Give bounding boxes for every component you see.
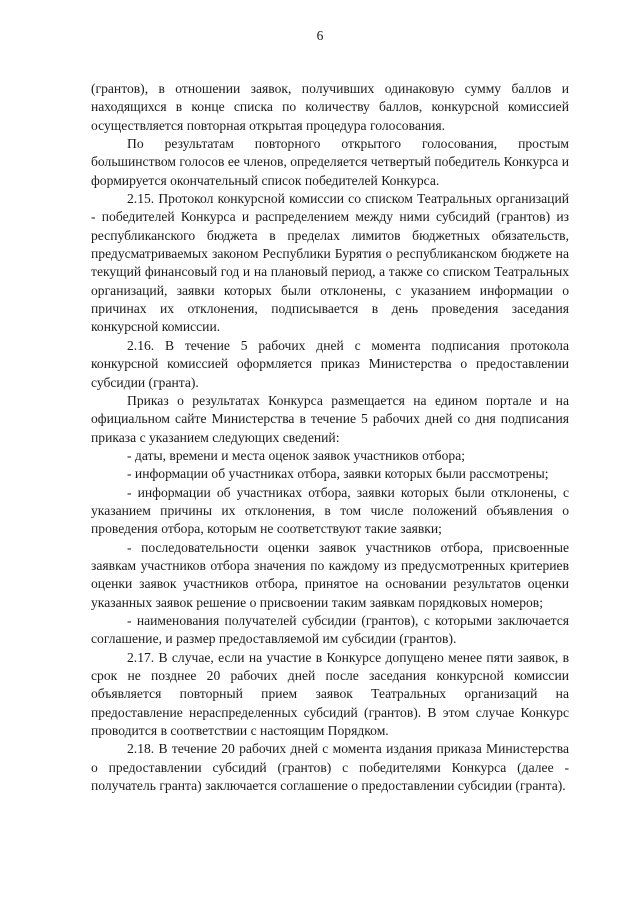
paragraph: (грантов), в отношении заявок, получивших одинаковую сумму баллов и находящихся в конце списка по количеству баллов, конкурсной комиссией осуществляется повторная открытая процедура голосования. bbox=[91, 81, 569, 133]
paragraph-section-2-16: 2.16. В течение 5 рабочих дней с момента подписания протокола конкурсной комиссией оформляется приказ Министерства о предоставлении субсидии (гранта). bbox=[91, 337, 569, 390]
paragraph-section-2-18: 2.18. В течение 20 рабочих дней с момента издания приказа Министерства о предоставлении субсидий (грантов) с победителями Конкурса (далее - получатель гранта) заключается соглашение о предоставлении субсидии (гранта). bbox=[91, 741, 569, 794]
paragraph: Приказ о результатах Конкурса размещается на едином портале и на официальном сайте Министерства в течение 5 рабочих дней со дня подписания приказа с указанием следующих сведений: bbox=[91, 392, 569, 445]
list-item: - наименования получателей субсидии (грантов), с которыми заключается соглашение, и размер предоставляемой им субсидии (грантов). bbox=[91, 612, 569, 647]
paragraph-section-2-15: 2.15. Протокол конкурсной комиссии со списком Театральных организаций - победителей Конкурса и распределением между ними субсидий (грантов) из республиканского бюджета в пределах лимитов бюджетных обязательств, предусматриваемых законом Республики Бурятия о республиканском бюджете на текущий финансовый год и на плановый период, а также со списком Театральных организаций, заявки которых были отклонены, с указанием информации о причинах их отклонения, подписывается в день проведения заседания конкурсной комиссии. bbox=[91, 191, 569, 335]
list-item: - даты, времени и места оценок заявок участников отбора; bbox=[127, 447, 466, 463]
document-body bbox=[91, 80, 569, 795]
page-number: 6 bbox=[316, 28, 324, 43]
list-item: - информации об участниках отбора, заявки которых были отклонены, с указанием причины их отклонения, в том числе положений объявления о проведения отбора, которым не соответствуют такие заявки; bbox=[91, 484, 569, 537]
paragraph-section-2-17: 2.17. В случае, если на участие в Конкурсе допущено менее пяти заявок, в срок не позднее 20 рабочих дней после заседания конкурсной комиссии объявляется повторный прием заявок Театральных организаций на предоставление нераспределенных субсидий (грантов). В этом случае Конкурс проводится в соответствии с настоящим Порядком. bbox=[91, 649, 569, 739]
list-item: - последовательности оценки заявок участников отбора, присвоенные заявкам участников отбора значения по каждому из предусмотренных критериев оценки заявок участников отбора, принятое на основании результатов оценки указанных заявок решение о присвоении таким заявкам порядковых номеров; bbox=[91, 539, 569, 610]
list-item: - информации об участниках отбора, заявки которых были рассмотрены; bbox=[127, 466, 549, 482]
paragraph: По результатам повторного открытого голосования, простым большинством голосов ее членов, определяется четвертый победитель Конкурса и формируется окончательный список победителей Конкурса. bbox=[91, 136, 569, 188]
